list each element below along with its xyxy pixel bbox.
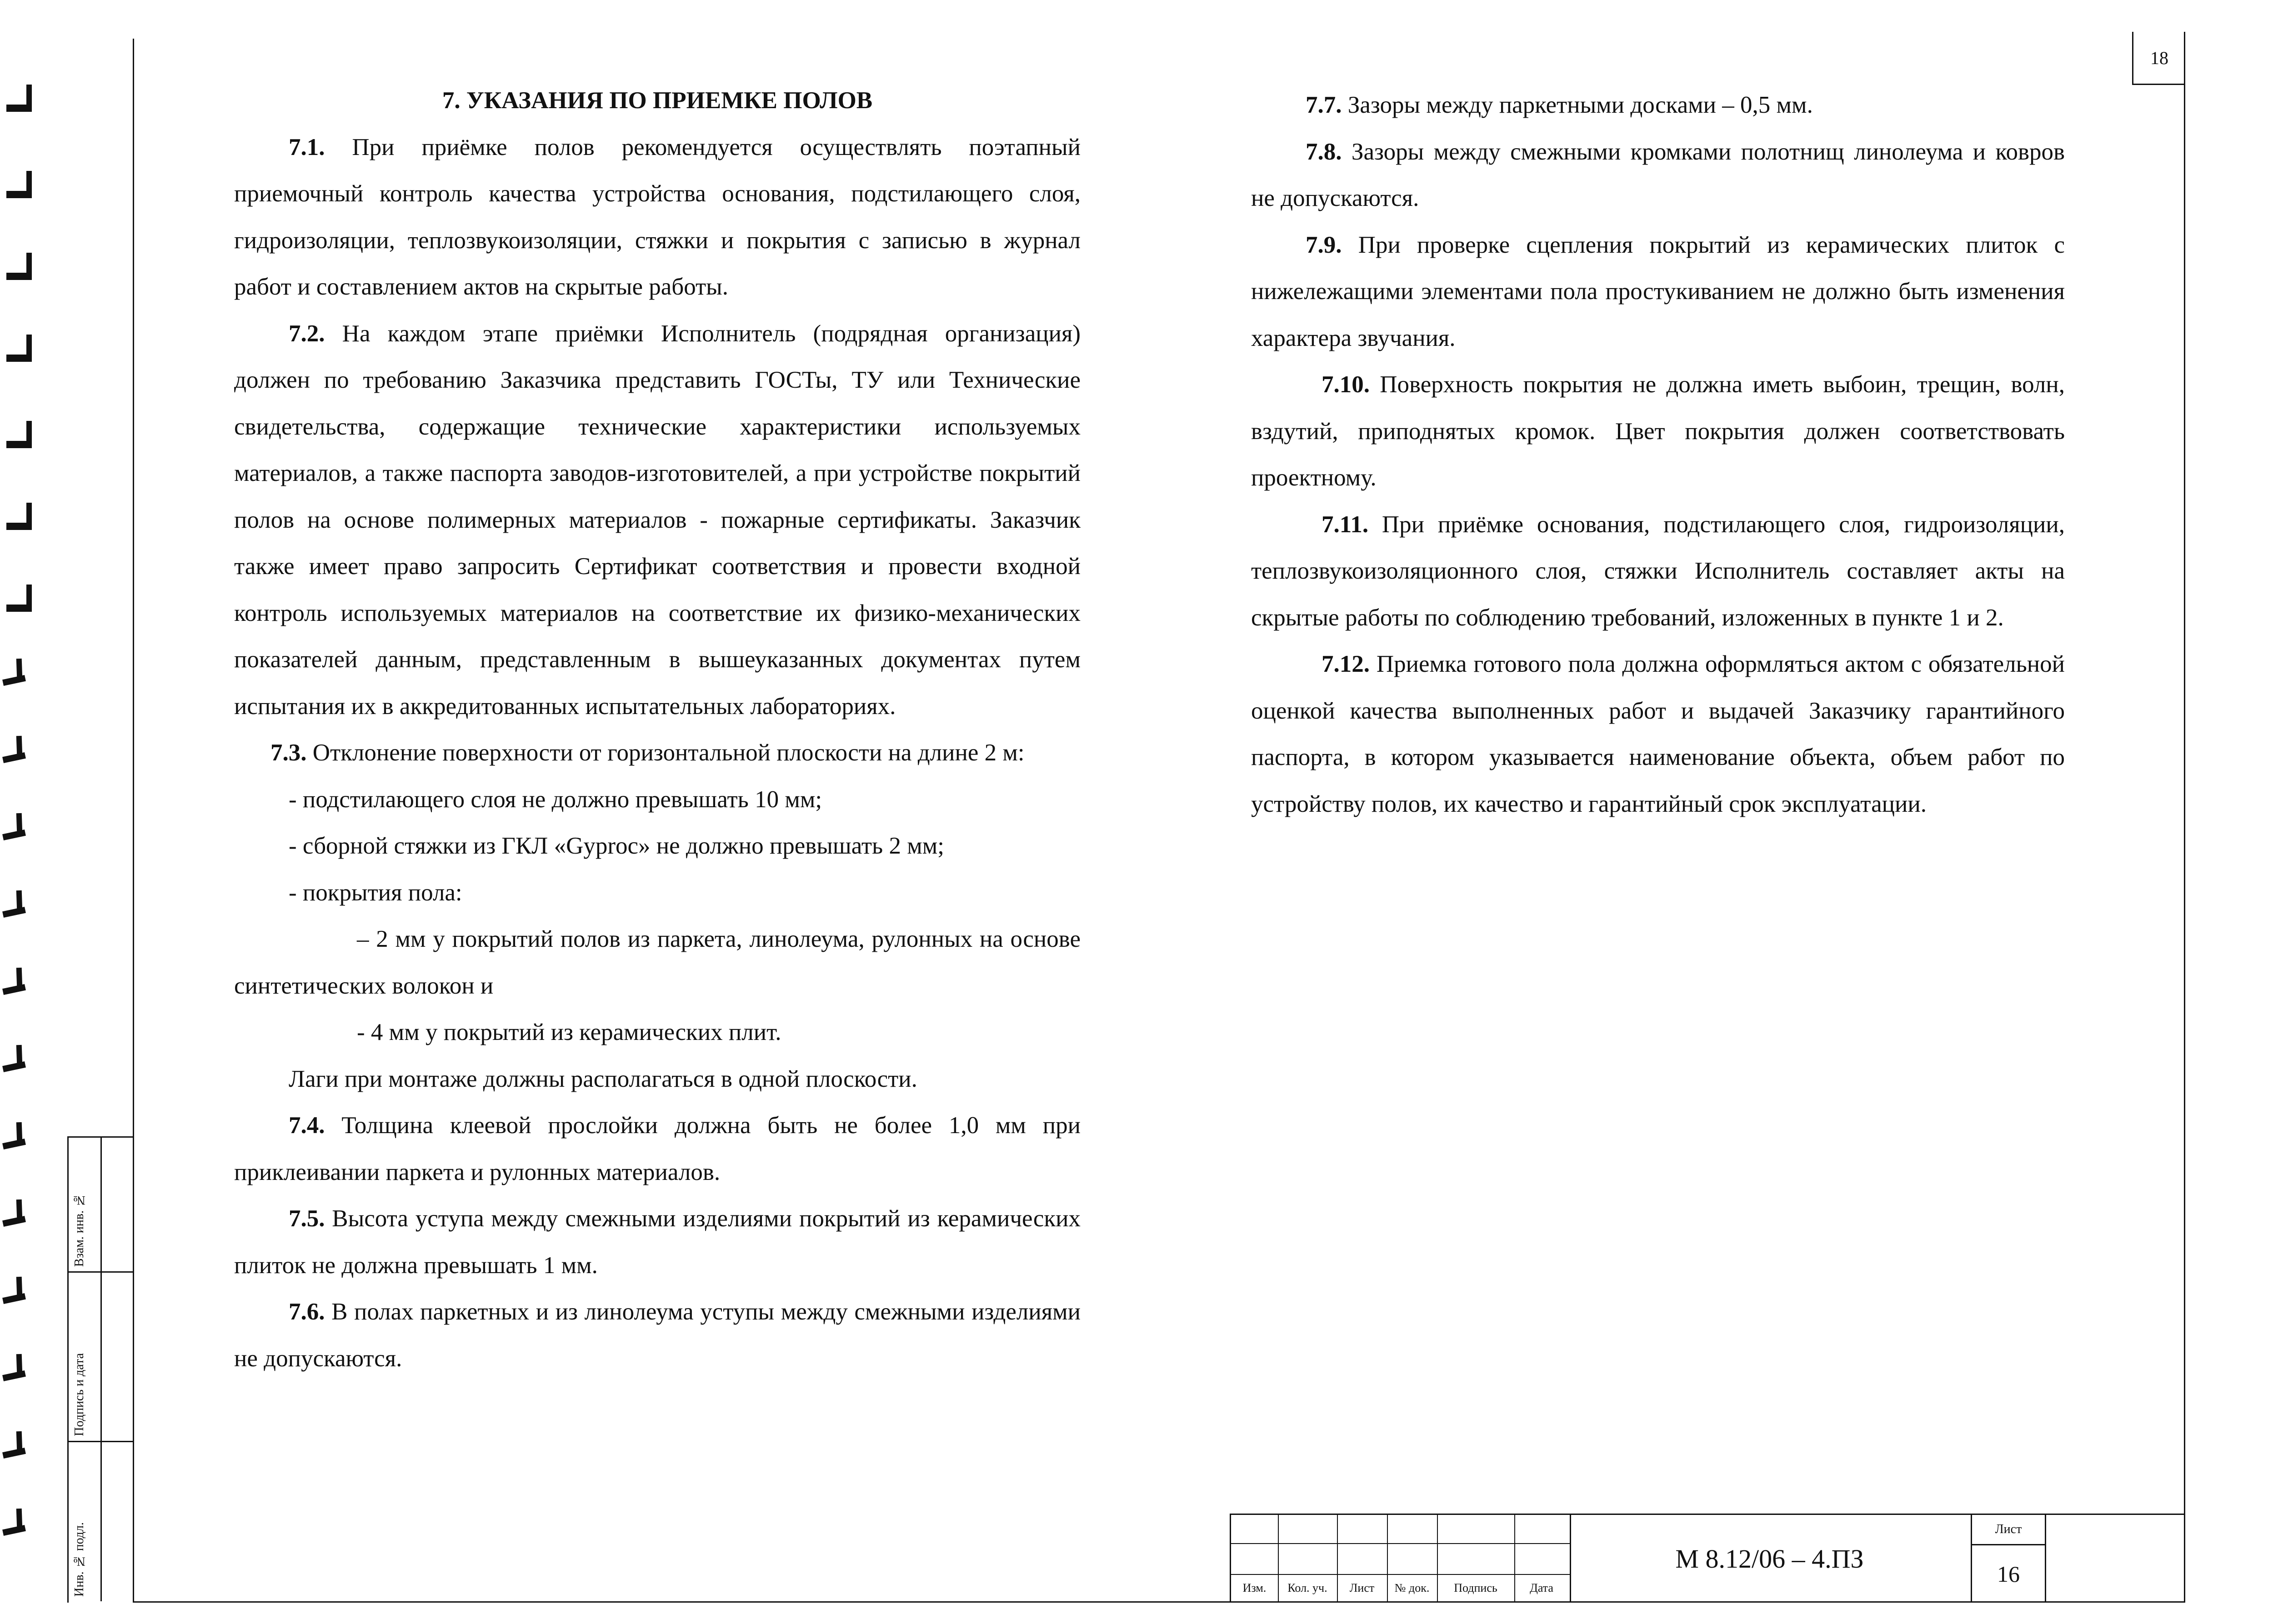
paragraph-text: В полах паркетных и из линолеума уступы между смежными изделиями не допускаются.	[234, 1299, 1081, 1372]
paragraph-text: Зазоры между смежными кромками полотнищ линолеума и ковров не допускаются.	[1251, 138, 2065, 211]
list-item: - сборной стяжки из ГКЛ «Gyproc» не должно превышать 2 мм;	[289, 833, 944, 859]
binding-marks	[0, 41, 55, 1623]
paragraph-text: При проверке сцепления покрытий из керамических плиток с нижележащими элементами пола простукиванием не должно быть изменения характера звучания.	[1251, 231, 2065, 351]
binding-mark	[6, 355, 32, 362]
frame-right-line	[2184, 32, 2185, 1603]
paragraph-number: 7.1.	[289, 134, 325, 160]
title-block-header: Изм.	[1242, 1581, 1267, 1594]
binding-mark	[2, 829, 26, 840]
lagi-note: Лаги при монтаже должны располагаться в одной плоскости.	[289, 1065, 917, 1092]
paragraph-number: 7.2.	[289, 320, 325, 347]
title-block-grid	[1230, 1515, 1571, 1603]
paragraph-7-1	[234, 124, 1081, 310]
paragraph-text: Приемка готового пола должна оформляться актом с обязательной оценкой качества выполненных работ и выдачей Заказчику гарантийного паспорта, в котором указывается наименование объекта, объем работ по устройству полов, их качество и гарантийный срок эксплуатации.	[1251, 651, 2065, 817]
list-item: - подстилающего слоя не должно превышать 10 мм;	[289, 786, 822, 813]
binding-mark	[2, 1448, 26, 1459]
binding-mark	[2, 1525, 26, 1536]
stamp-cell-vzam	[69, 1138, 133, 1273]
binding-mark	[2, 675, 26, 686]
right-text-column	[1251, 82, 2065, 827]
sheet-cell	[1971, 1515, 2187, 1603]
title-block-header: Лист	[1349, 1581, 1375, 1594]
paragraph-text: Поверхность покрытия не должна иметь выбоин, трещин, волн, вздутий, приподнятых кромок. Цвет покрытия должен соответствовать проектному.	[1251, 371, 2065, 491]
left-text-column	[234, 77, 1081, 1382]
binding-mark	[2, 984, 26, 995]
section-heading: 7. УКАЗАНИЯ ПО ПРИЕМКЕ ПОЛОВ	[442, 87, 873, 114]
binding-mark	[2, 1139, 26, 1149]
paragraph-7-4	[234, 1102, 1081, 1195]
binding-mark	[2, 907, 26, 918]
paragraph-7-3	[234, 730, 1081, 776]
title-block	[1230, 1514, 2185, 1603]
paragraph-number: 7.12.	[1322, 651, 1370, 677]
binding-mark	[6, 523, 32, 530]
stamp-label-inv-podl: Инв. № подл.	[72, 1522, 86, 1597]
paragraph-text: Высота уступа между смежными изделиями покрытий из керамических плиток не должна превышать 1 мм.	[234, 1205, 1081, 1279]
stamp-label-vzam-inv: Взам. инв. №	[72, 1193, 86, 1267]
paragraph-7-9	[1251, 222, 2065, 362]
title-block-header: Подпись	[1454, 1581, 1497, 1594]
paragraph-7-10	[1251, 361, 2065, 501]
paragraph-number: 7.5.	[289, 1205, 325, 1232]
paragraph-7-8	[1251, 129, 2065, 222]
sheet-number: 16	[1972, 1545, 2046, 1603]
paragraph-number: 7.7.	[1306, 92, 1342, 118]
binding-mark	[2, 1061, 26, 1072]
binding-mark	[6, 273, 32, 280]
binding-mark	[2, 1216, 26, 1227]
paragraph-text: При приёмке полов рекомендуется осуществлять поэтапный приемочный контроль качества устройства основания, подстилающего слоя, гидроизоляции, теплозвукоизоляции, стяжки и покрытия с записью в журнал работ и составлением актов на скрытые работы.	[234, 134, 1081, 300]
side-stamp	[67, 1136, 134, 1603]
paragraph-7-2	[234, 310, 1081, 730]
paragraph-number: 7.4.	[289, 1112, 325, 1139]
paragraph-number: 7.8.	[1306, 138, 1342, 165]
paragraph-7-11	[1251, 501, 2065, 641]
stamp-cell-inv-podl	[69, 1442, 133, 1601]
stamp-cell-podpis	[69, 1273, 133, 1442]
paragraph-text: Отклонение поверхности от горизонтальной плоскости на длине 2 м:	[306, 740, 1025, 766]
sheet-label: Лист	[1972, 1515, 2046, 1545]
paragraph-7-12	[1251, 641, 2065, 827]
sub-list-item: – 2 мм у покрытий полов из паркета, линолеума, рулонных на основе синтетических волокон и	[234, 926, 1081, 999]
binding-mark	[2, 1293, 26, 1304]
paragraph-number: 7.10.	[1322, 371, 1370, 398]
page-number-box: 18	[2132, 32, 2185, 85]
title-block-header: Дата	[1530, 1581, 1553, 1594]
list-item: - покрытия пола:	[289, 879, 462, 906]
sub-list-item: - 4 мм у покрытий из керамических плит.	[357, 1019, 781, 1045]
title-block-header: № док.	[1394, 1581, 1430, 1594]
binding-mark	[6, 105, 32, 112]
document-code: М 8.12/06 – 4.ПЗ	[1675, 1544, 1864, 1574]
paragraph-number: 7.3.	[270, 740, 307, 766]
title-block-header: Кол. уч.	[1287, 1581, 1327, 1594]
paragraph-7-5	[234, 1195, 1081, 1289]
stamp-label-podpis-data: Подпись и дата	[72, 1353, 86, 1436]
paragraph-text: Толщина клеевой прослойки должна быть не более 1,0 мм при приклеивании паркета и рулонных материалов.	[234, 1112, 1081, 1185]
paragraph-number: 7.9.	[1306, 231, 1342, 258]
paragraph-number: 7.6.	[289, 1299, 325, 1325]
binding-mark	[6, 191, 32, 198]
binding-mark	[6, 441, 32, 448]
binding-mark	[2, 752, 26, 763]
binding-mark	[6, 605, 32, 612]
paragraph-text: Зазоры между паркетными досками – 0,5 мм.	[1342, 92, 1813, 118]
paragraph-text: На каждом этапе приёмки Исполнитель (подрядная организация) должен по требованию Заказчика представить ГОСТы, ТУ или Технические свидетельства, содержащие технические характеристики используемых материалов, а также паспорта заводов-изготовителей, а при устройстве покрытий полов на основе полимерных материалов - пожарные сертификаты. Заказчик также имеет право запросить Сертификат соответствия и провести входной контроль используемых материалов на соответствие их физико-механических показателей данным, представленным в вышеуказанных документах путем испытания их в аккредитованных испытательных лабораториях.	[234, 320, 1081, 720]
binding-mark	[2, 1370, 26, 1381]
paragraph-text: При приёмке основания, подстилающего слоя, гидроизоляции, теплозвукоизоляционного слоя, стяжки Исполнитель составляет акты на скрытые работы по соблюдению требований, изложенных в пункте 1 и 2.	[1251, 511, 2065, 631]
paragraph-7-6	[234, 1289, 1081, 1382]
paragraph-number: 7.11.	[1322, 511, 1369, 538]
paragraph-7-7	[1251, 82, 2065, 129]
